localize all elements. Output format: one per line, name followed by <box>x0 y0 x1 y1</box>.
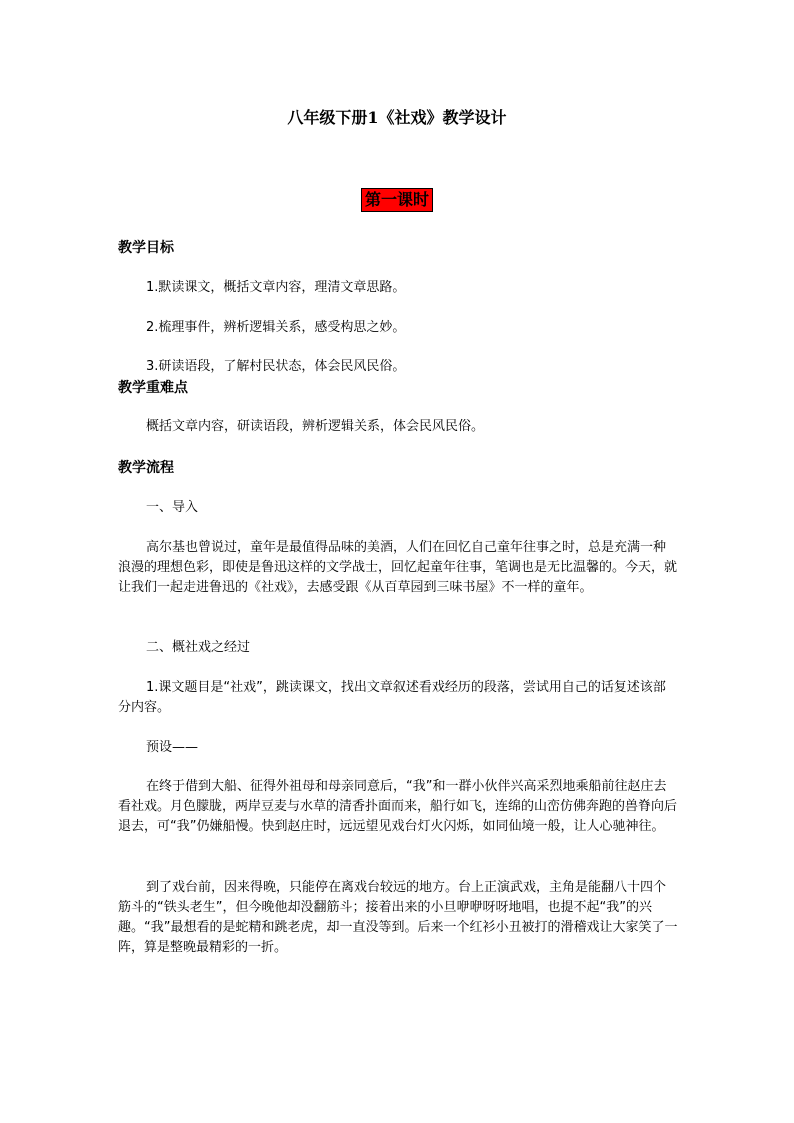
step1-text: 高尔基也曾说过，童年是最值得品味的美酒，人们在回忆自己童年往事之时，总是充满一种浪漫的理想色彩，即使是鲁迅这样的文学战士，回忆起童年往事，笔调也是无比温馨的。今天，就让我们一起走进鲁迅的《社戏》，去感受跟《从百草园到三味书屋》不一样的童年。 <box>118 540 678 595</box>
difficulties-heading: 教学重难点 <box>118 380 188 396</box>
goal-item-1: 1.默读课文，概括文章内容，理清文章思路。 <box>146 280 406 295</box>
step2-question-1: 1.课文题目是“社戏”，跳读课文，找出文章叙述看戏经历的段落，尝试用自己的话复述该部分内容。 <box>118 680 666 715</box>
preset-label: 预设—— <box>146 740 199 755</box>
lesson-label-row <box>0 188 794 212</box>
goal-item-2: 2.梳理事件，辨析逻辑关系，感受构思之妙。 <box>146 320 406 335</box>
step1-title: 一、导入 <box>146 500 199 515</box>
step2-title: 二、概社戏之经过 <box>146 640 251 655</box>
process-heading: 教学流程 <box>118 460 174 476</box>
goals-heading: 教学目标 <box>118 240 174 256</box>
difficulties-text: 概括文章内容，研读语段，辨析逻辑关系，体会民风民俗。 <box>146 419 485 434</box>
document-title: 八年级下册1《社戏》教学设计 <box>287 108 507 127</box>
preset-paragraph-1: 在终于借到大船、征得外祖母和母亲同意后，“我”和一群小伙伴兴高采烈地乘船前往赵庄去看社戏。月色朦胧，两岸豆麦与水草的清香扑面而来，船行如飞，连绵的山峦仿佛奔跑的兽脊向后退去，可“我”仍嫌船慢。快到赵庄时，远远望见戏台灯火闪烁，如同仙境一般，让人心驰神往。 <box>118 779 678 834</box>
preset-paragraph-2: 到了戏台前，因来得晚，只能停在离戏台较远的地方。台上正演武戏，主角是能翻八十四个筋斗的“铁头老生”，但今晚他却没翻筋斗；接着出来的小旦咿咿呀呀地唱，也提不起“我”的兴趣。“我”最想看的是蛇精和跳老虎，却一直没等到。后来一个红衫小丑被打的滑稽戏让大家笑了一阵，算是整晚最精彩的一折。 <box>118 880 678 955</box>
goal-item-3: 3.研读语段，了解村民状态，体会民风民俗。 <box>146 359 406 374</box>
lesson-label: 第一课时 <box>361 188 433 212</box>
